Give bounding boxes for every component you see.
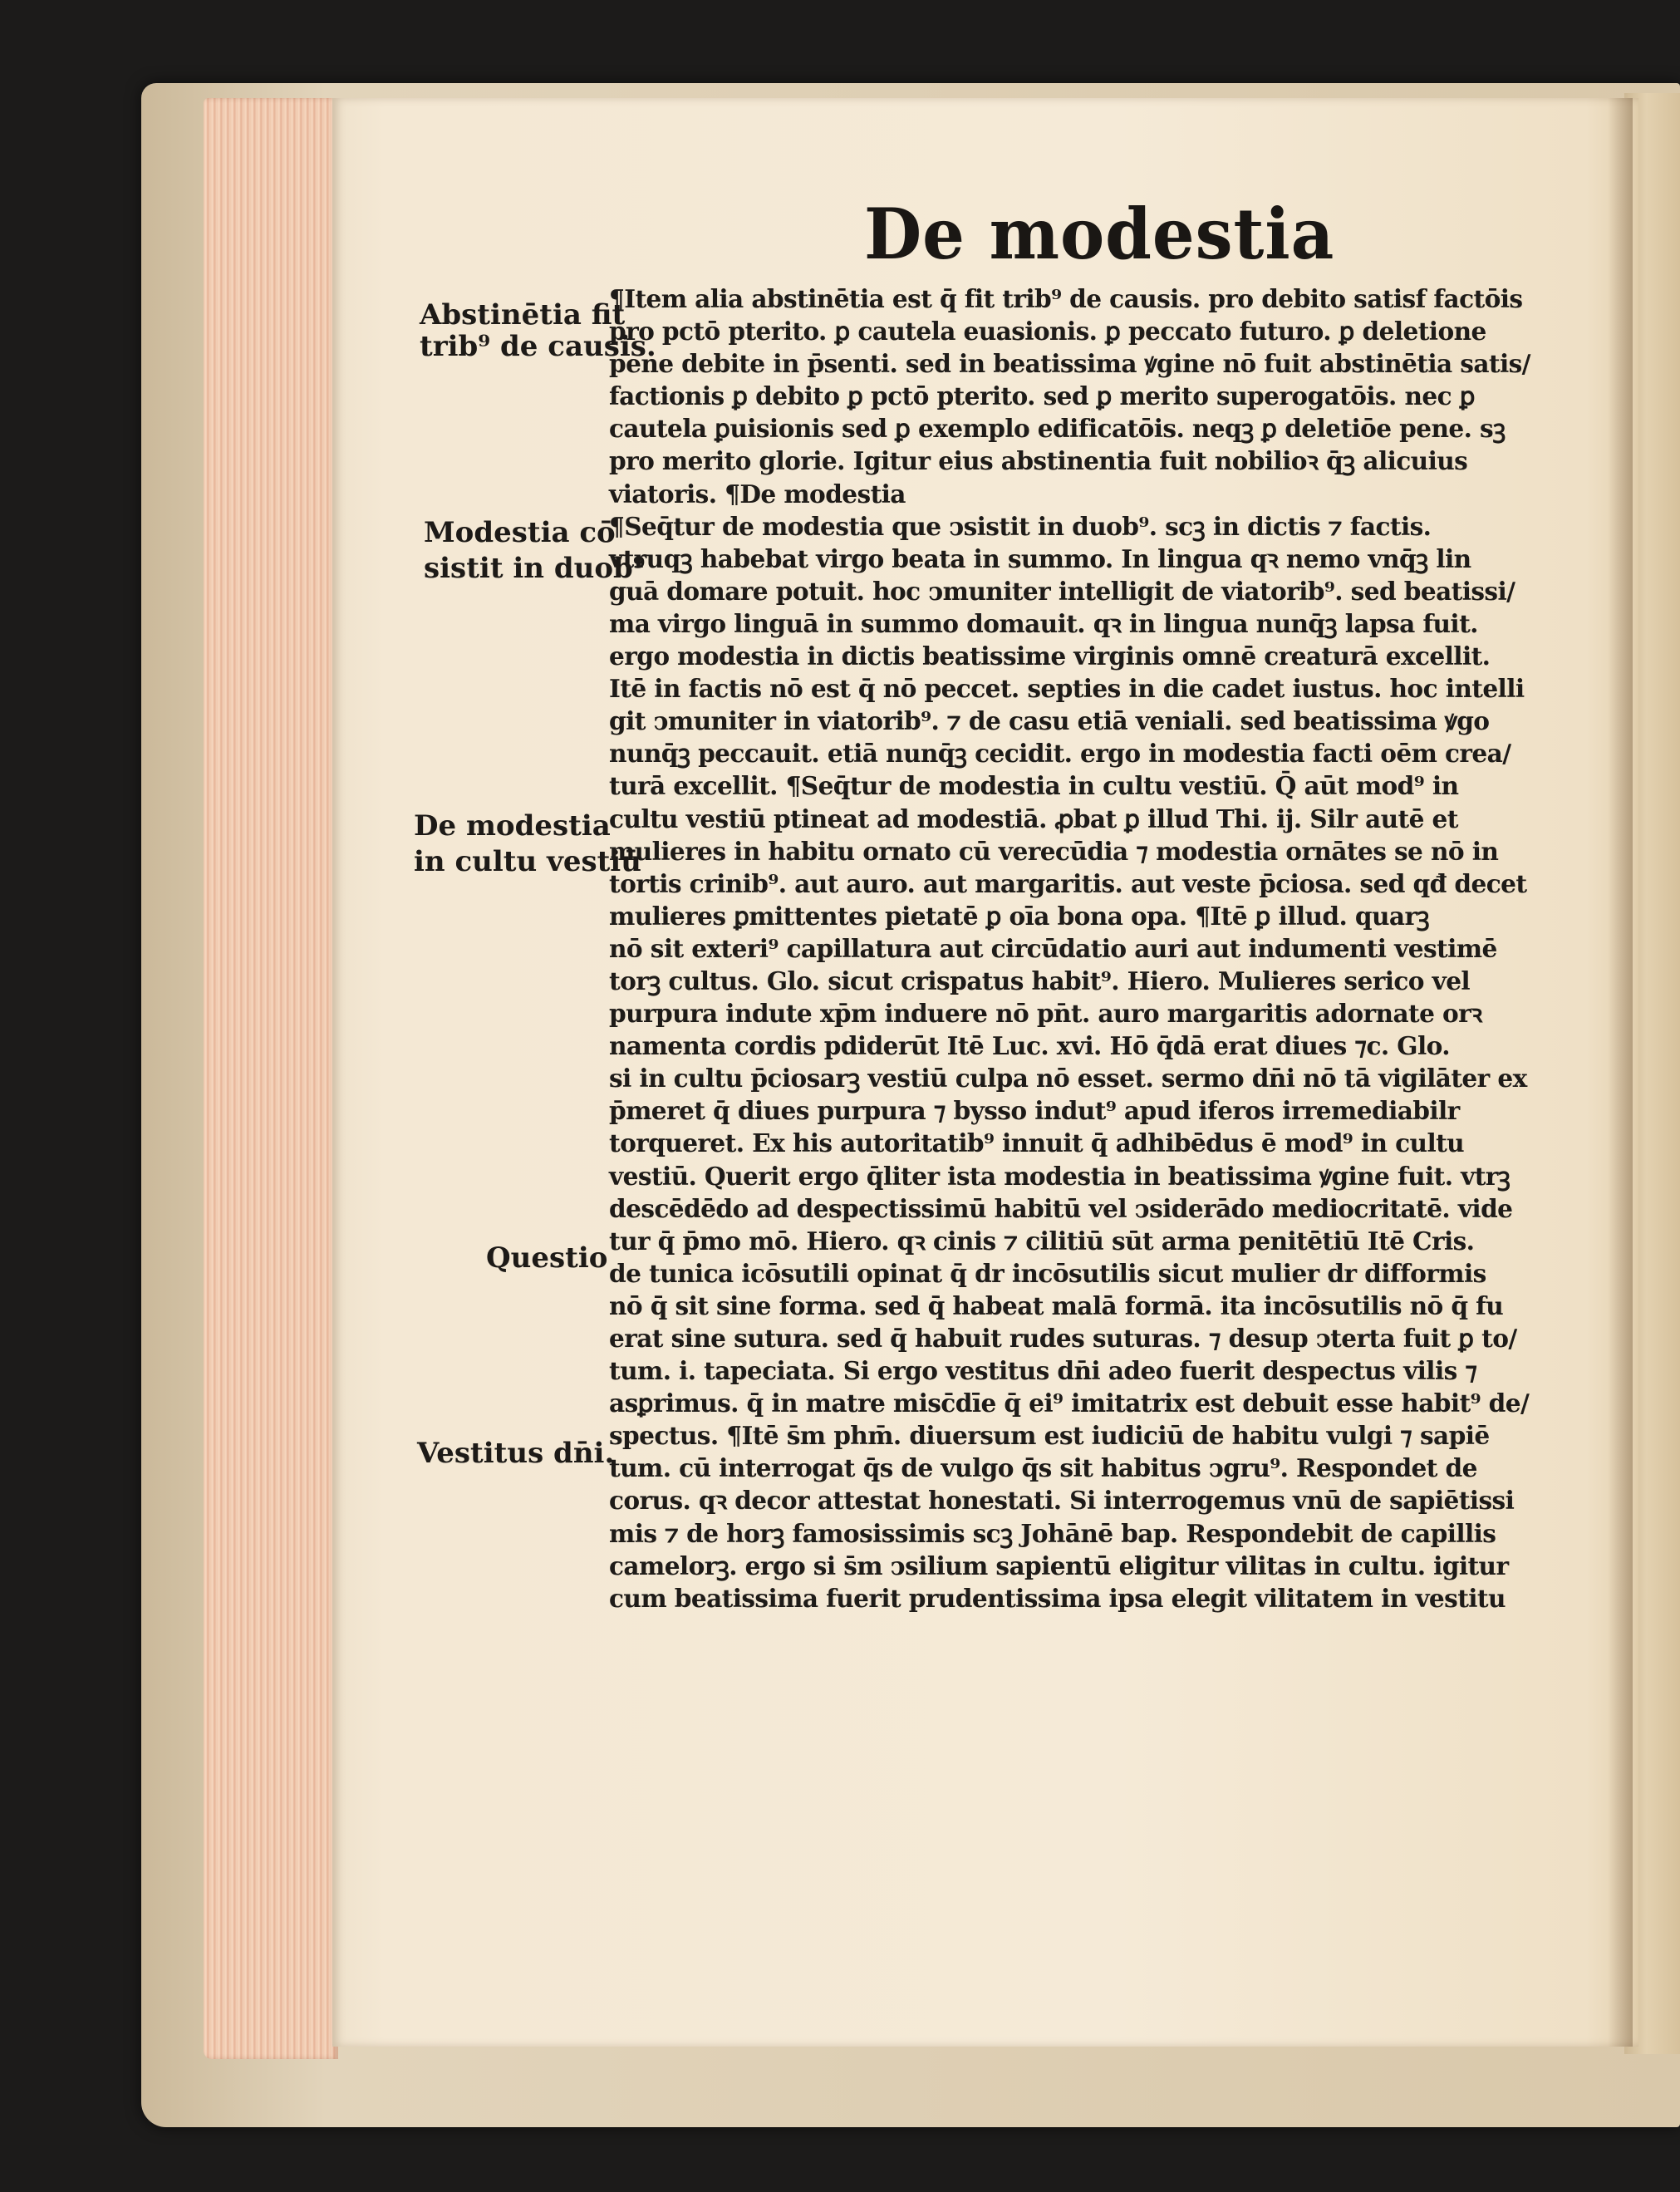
text-line: purpura indute xp̄m induere nō pn̄t. auro margaritis adornate orꝛ xyxy=(609,999,1482,1029)
text-line: p̄meret q̄ diues purpura ⁊ bysso indut⁹ apud iferos irremediabilr xyxy=(609,1096,1460,1126)
text-line: ¶Seq̄tur de modestia que ↄsistit in duob⁹. scꝫ in dictis ⁊ factis. xyxy=(609,511,1432,541)
text-line: asꝑrimus. q̄ in matre misc̄dīe q̄ ei⁹ imitatrix est debuit esse habit⁹ de/ xyxy=(609,1388,1530,1418)
text-line: spectus. ¶Itē s̄m phm̄. diuersum est iudiciū de habitu vulgi ⁊ sapiē xyxy=(609,1421,1490,1451)
text-line: mis ⁊ de horꝫ famosissimis scꝫ Johānē bap. Respondebit de capillis xyxy=(609,1518,1496,1548)
text-line: Itē in factis nō est q̄ nō peccet. septies in die cadet iustus. hoc intelli xyxy=(609,674,1525,704)
text-line: guā domare potuit. hoc ↄmuniter intelligit de viatorib⁹. sed beatissi/ xyxy=(609,576,1515,606)
text-line: mulieres in habitu ornato cū verecūdia ⁊ modestia ornātes se nō in xyxy=(609,836,1499,866)
text-line: pene debite in p̄senti. sed in beatissima ꝟgine nō fuit abstinētia satis/ xyxy=(609,349,1530,379)
text-line: factionis ꝑ debito ꝑ pctō pterito. sed ꝑ merito superogatōis. nec ꝑ xyxy=(609,381,1475,411)
text-line: mulieres ꝑmittentes pietatē ꝑ oīa bona opa. ¶Itē ꝑ illud. quarꝫ xyxy=(609,901,1430,931)
body-text xyxy=(609,283,1530,1615)
text-line: git ↄmuniter in viatorib⁹. ⁊ de casu etiā veniali. sed beatissima ꝟgo xyxy=(609,706,1490,736)
text-line: erat sine sutura. sed q̄ habuit rudes suturas. ⁊ desup ↄterta fuit ꝑ to/ xyxy=(609,1324,1517,1353)
text-line: ergo modestia in dictis beatissime virginis omnē creaturā excellit. xyxy=(609,641,1491,671)
text-line: de tunica icōsutili opinat q̄ dr incōsutilis sicut mulier dr difformis xyxy=(609,1258,1486,1288)
text-line: cum beatissima fuerit prudentissima ipsa elegit vilitatem in vestitu xyxy=(609,1583,1506,1613)
text-line: vtruqꝫ habebat virgo beata in summo. In lingua qꝛ nemo vnq̄ꝫ lin xyxy=(609,543,1471,573)
text-line: namenta cordis pdiderūt Itē Luc. xvi. Hō q̄dā erat diues ⁊c. Glo. xyxy=(609,1031,1450,1061)
text-line: turā excellit. ¶Seq̄tur de modestia in cultu vestiū. Q̄ aūt mod⁹ in xyxy=(609,771,1459,801)
text-line: viatoris. ¶De modestia xyxy=(609,479,906,509)
page-block-edge xyxy=(204,98,338,2059)
text-line: cautela ꝑuisionis sed ꝑ exemplo edificatōis. neqꝫ ꝑ deletiōe pene. sꝫ xyxy=(609,414,1506,444)
text-line: pro pctō pterito. ꝑ cautela euasionis. ꝑ peccato futuro. ꝑ deletione xyxy=(609,317,1486,346)
text-line: si in cultu p̄ciosarꝫ vestiū culpa nō esset. sermo dn̄i nō tā vigilāter ex xyxy=(609,1064,1527,1094)
margin-note: sistit in duob⁹ xyxy=(424,552,646,585)
margin-note: Modestia cō xyxy=(424,516,616,549)
text-line: cultu vestiū ptineat ad modestiā. ꝓbat ꝑ illud Thi. ij. Silr autē et xyxy=(609,804,1458,833)
running-title: De modestia xyxy=(864,193,1335,275)
text-line: camelorꝫ. ergo si s̄m ↄsilium sapientū eligitur vilitas in cultu. igitur xyxy=(609,1551,1509,1580)
margin-note: Abstinētia fit xyxy=(420,298,626,332)
text-line: nō q̄ sit sine forma. sed q̄ habeat malā formā. ita incōsutilis nō q̄ fu xyxy=(609,1290,1504,1320)
text-line: torꝫ cultus. Glo. sicut crispatus habit⁹. Hiero. Mulieres serico vel xyxy=(609,966,1471,995)
text-line: torqueret. Ex his autoritatib⁹ innuit q̄ adhibēdus ē mod⁹ in cultu xyxy=(609,1128,1465,1158)
text-line: ma virgo linguā in summo domauit. qꝛ in lingua nunq̄ꝫ lapsa fuit. xyxy=(609,608,1478,638)
text-line: tur q̄ p̄mo mō. Hiero. qꝛ cinis ⁊ cilitiū sūt arma penitētiū Itē Cris. xyxy=(609,1226,1475,1256)
text-line: vestiū. Querit ergo q̄liter ista modestia in beatissima ꝟgine fuit. vtrꝫ xyxy=(609,1161,1511,1191)
text-line: tum. cū interrogat q̄s de vulgo q̄s sit habitus ↄgru⁹. Respondet de xyxy=(609,1453,1477,1483)
margin-note: De modestia xyxy=(414,809,611,843)
margin-note: Vestitus dn̄i. xyxy=(417,1437,615,1470)
text-line: pro merito glorie. Igitur eius abstinentia fuit nobilioꝛ q̄ꝫ alicuius xyxy=(609,446,1468,476)
text-line: ¶Item alia abstinētia est q̄ fit trib⁹ de causis. pro debito satisf factōis xyxy=(609,284,1523,313)
text-line: nō sit exteri⁹ capillatura aut circūdatio auri aut indumenti vestimē xyxy=(609,933,1497,963)
text-line: tum. i. tapeciata. Si ergo vestitus dn̄i adeo fuerit despectus vilis ⁊ xyxy=(609,1356,1477,1386)
text-line: corus. qꝛ decor attestat honestati. Si interrogemus vnū de sapiētissi xyxy=(609,1486,1515,1516)
margin-note: trib⁹ de causis. xyxy=(420,330,656,363)
margin-note: Questio xyxy=(486,1241,608,1275)
text-line: tortis crinib⁹. aut auro. aut margaritis. aut veste p̄ciosa. sed qđ decet xyxy=(609,868,1527,898)
gutter-shadow xyxy=(1608,98,1633,2047)
text-line: nunq̄ꝫ peccauit. etiā nunq̄ꝫ cecidit. ergo in modestia facti oēm crea/ xyxy=(609,739,1511,769)
margin-note: in cultu vestiū xyxy=(414,845,641,878)
text-line: descēdēdo ad despectissimū habitū vel ↄsiderādo mediocritatē. vide xyxy=(609,1193,1513,1223)
